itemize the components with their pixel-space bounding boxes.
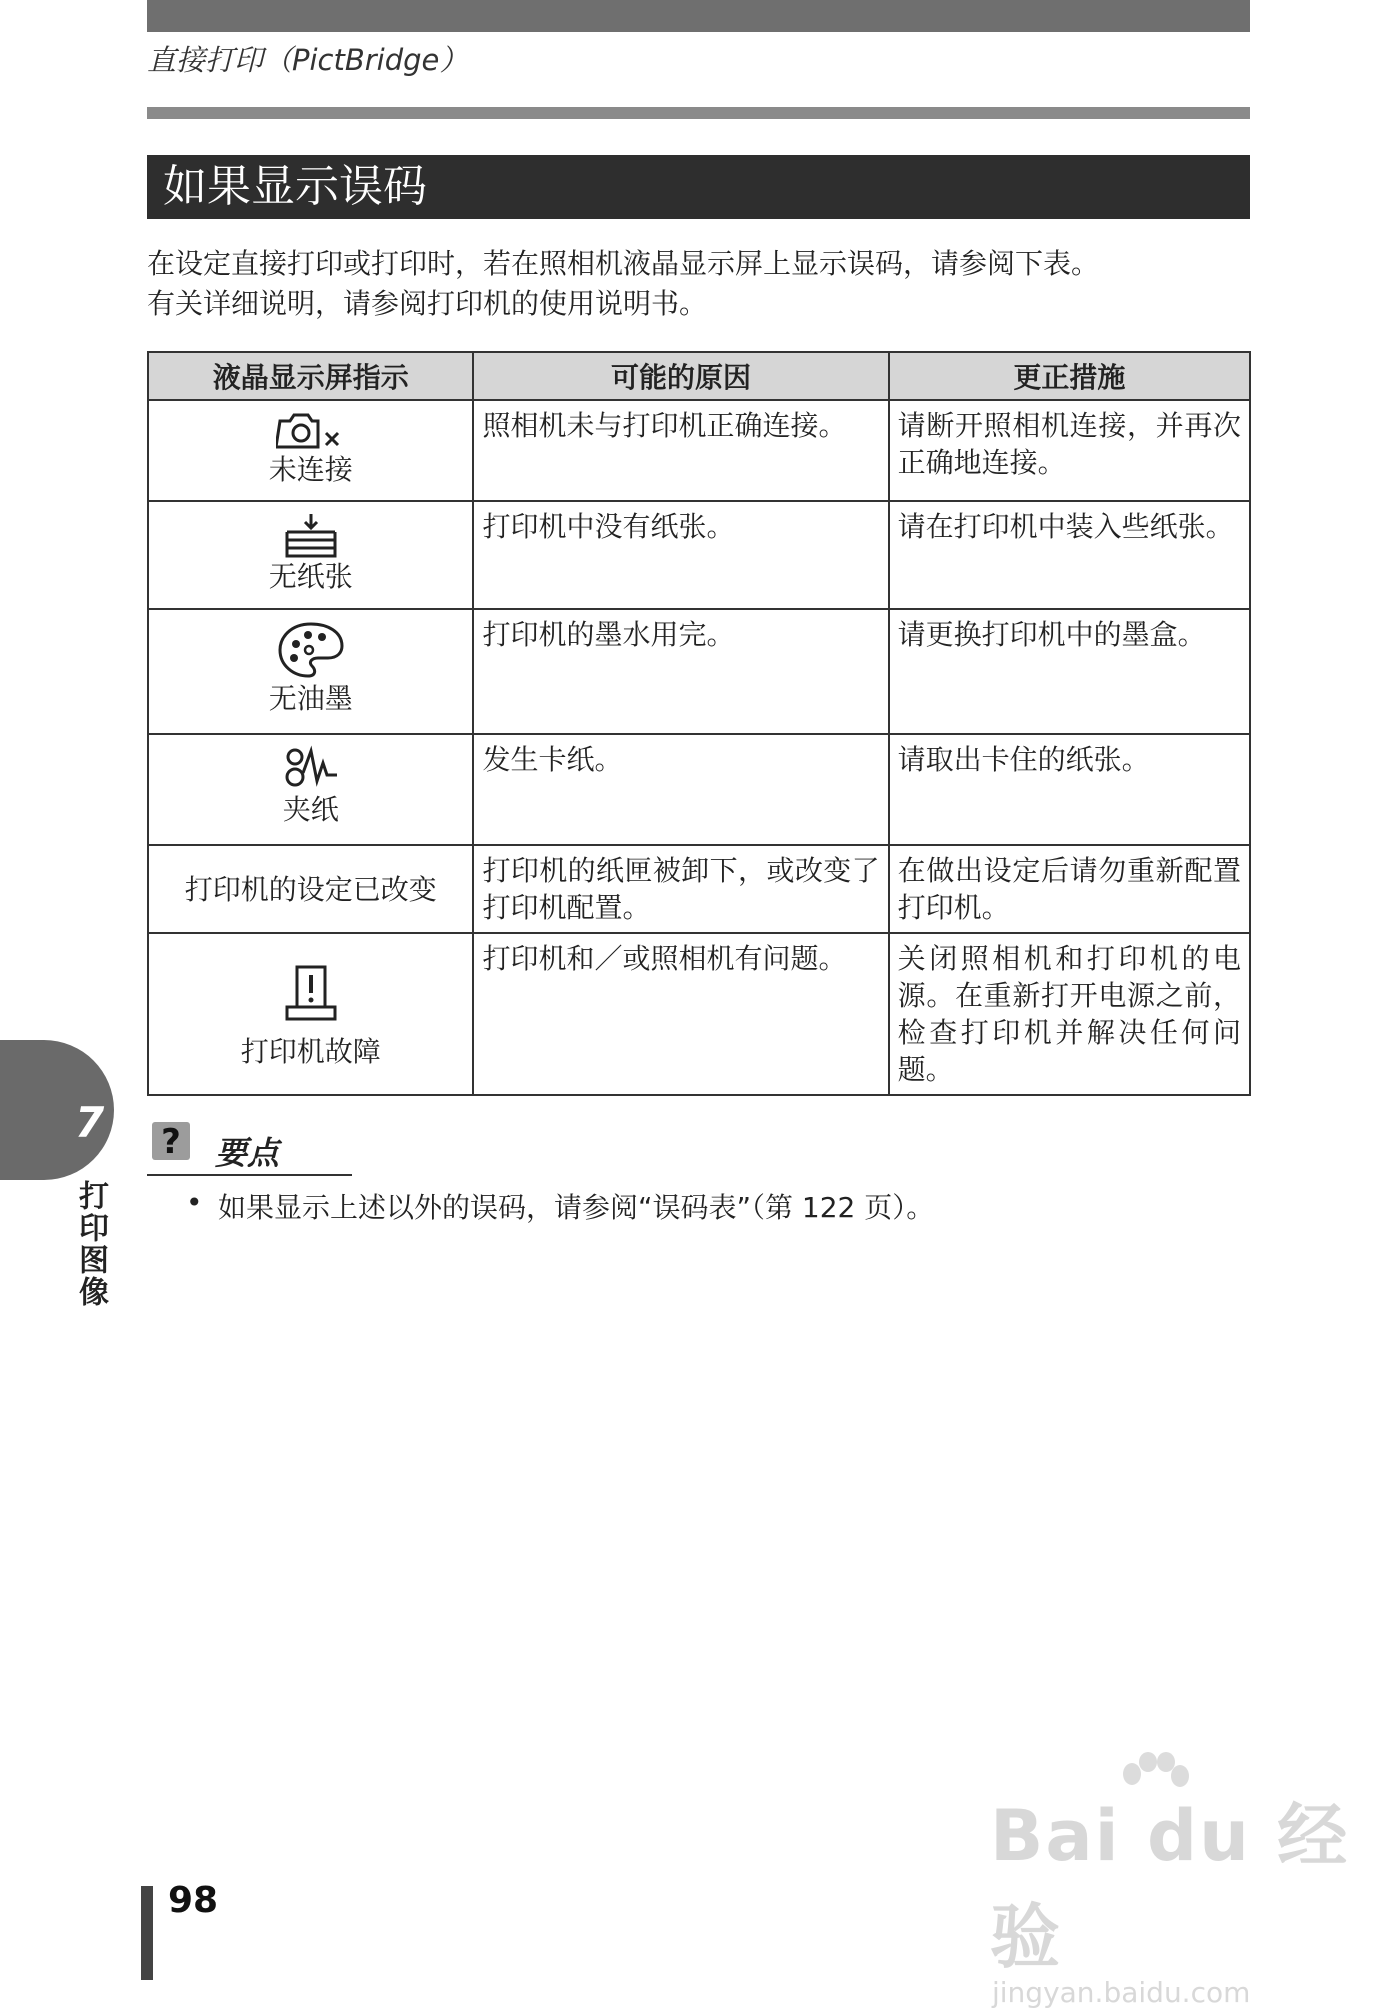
remedy-cell: 关闭照相机和打印机的电源。在重新打开电源之前，检查打印机并解决任何问题。: [889, 933, 1250, 1095]
cause-cell: 发生卡纸。: [473, 734, 888, 845]
printer-error-icon: [283, 963, 339, 1023]
indicator-cell: [148, 609, 473, 734]
indicator-label: 未连接: [268, 453, 353, 486]
palette-icon: [276, 620, 346, 680]
tip-title: 要点: [215, 1134, 280, 1172]
cause-cell: 打印机和／或照相机有问题。: [473, 933, 888, 1095]
indicator-label: 打印机的设定已改变: [184, 872, 437, 906]
table-row: [148, 501, 1250, 609]
intro-line-1: 在设定直接打印或打印时，若在照相机液晶显示屏上显示误码，请参阅下表。: [147, 247, 1100, 280]
indicator-cell: [148, 845, 473, 933]
remedy-cell: 在做出设定后请勿重新配置打印机。: [889, 845, 1250, 933]
indicator-cell: [148, 400, 473, 501]
tip-rule: [147, 1174, 352, 1176]
table-row: [148, 400, 1250, 501]
table-row: [148, 845, 1250, 933]
intro-text: [147, 244, 1099, 324]
table-row: [148, 933, 1250, 1095]
indicator-cell: [148, 734, 473, 845]
chapter-label: 打印图像: [73, 1180, 108, 1308]
watermark-logo: Bai du 经验: [990, 1795, 1350, 1978]
indicator-label: 无油墨: [268, 682, 353, 715]
watermark: [990, 1780, 1392, 2009]
section-title: 如果显示误码: [147, 155, 1250, 219]
cause-cell: 打印机的墨水用完。: [473, 609, 888, 734]
indicator-cell: [148, 933, 473, 1095]
cause-cell: 打印机中没有纸张。: [473, 501, 888, 609]
table-header-row: [148, 352, 1250, 400]
header-indicator: 液晶显示屏指示: [148, 352, 473, 400]
tip-question-icon: ?: [152, 1122, 190, 1160]
indicator-cell: [148, 501, 473, 609]
cause-cell: 打印机的纸匣被卸下，或改变了打印机配置。: [473, 845, 888, 933]
indicator-label: 无纸张: [268, 560, 353, 593]
remedy-cell: 请更换打印机中的墨盒。: [889, 609, 1250, 734]
indicator-label: 打印机故障: [240, 1034, 381, 1068]
header-rule: [147, 107, 1250, 119]
tip-item: [188, 1186, 934, 1226]
table-row: [148, 734, 1250, 845]
remedy-cell: 请断开照相机连接，并再次正确地连接。: [889, 400, 1250, 501]
camera-disconnected-icon: [276, 411, 346, 451]
paper-jam-icon: [281, 745, 341, 791]
top-bar: [147, 0, 1250, 32]
cause-cell: 照相机未与打印机正确连接。: [473, 400, 888, 501]
running-title: 直接打印（PictBridge）: [147, 43, 469, 77]
remedy-cell: 请取出卡住的纸张。: [889, 734, 1250, 845]
no-paper-icon: [281, 512, 341, 558]
intro-line-2: 有关详细说明，请参阅打印机的使用说明书。: [147, 287, 708, 320]
indicator-label: 夹纸: [282, 793, 339, 826]
watermark-url: jingyan.baidu.com: [992, 1976, 1251, 2009]
tip-item-text: 如果显示上述以外的误码，请参阅“误码表”（第 122 页）。: [218, 1191, 935, 1224]
chapter-number: 7: [75, 1098, 105, 1147]
header-cause: 可能的原因: [473, 352, 888, 400]
table-row: [148, 609, 1250, 734]
error-table: [147, 351, 1251, 1096]
header-remedy: 更正措施: [889, 352, 1250, 400]
bullet: •: [186, 1186, 203, 1219]
page-marker-bar: [141, 1886, 153, 1980]
page-number: 98: [168, 1880, 219, 1921]
remedy-cell: 请在打印机中装入些纸张。: [889, 501, 1250, 609]
